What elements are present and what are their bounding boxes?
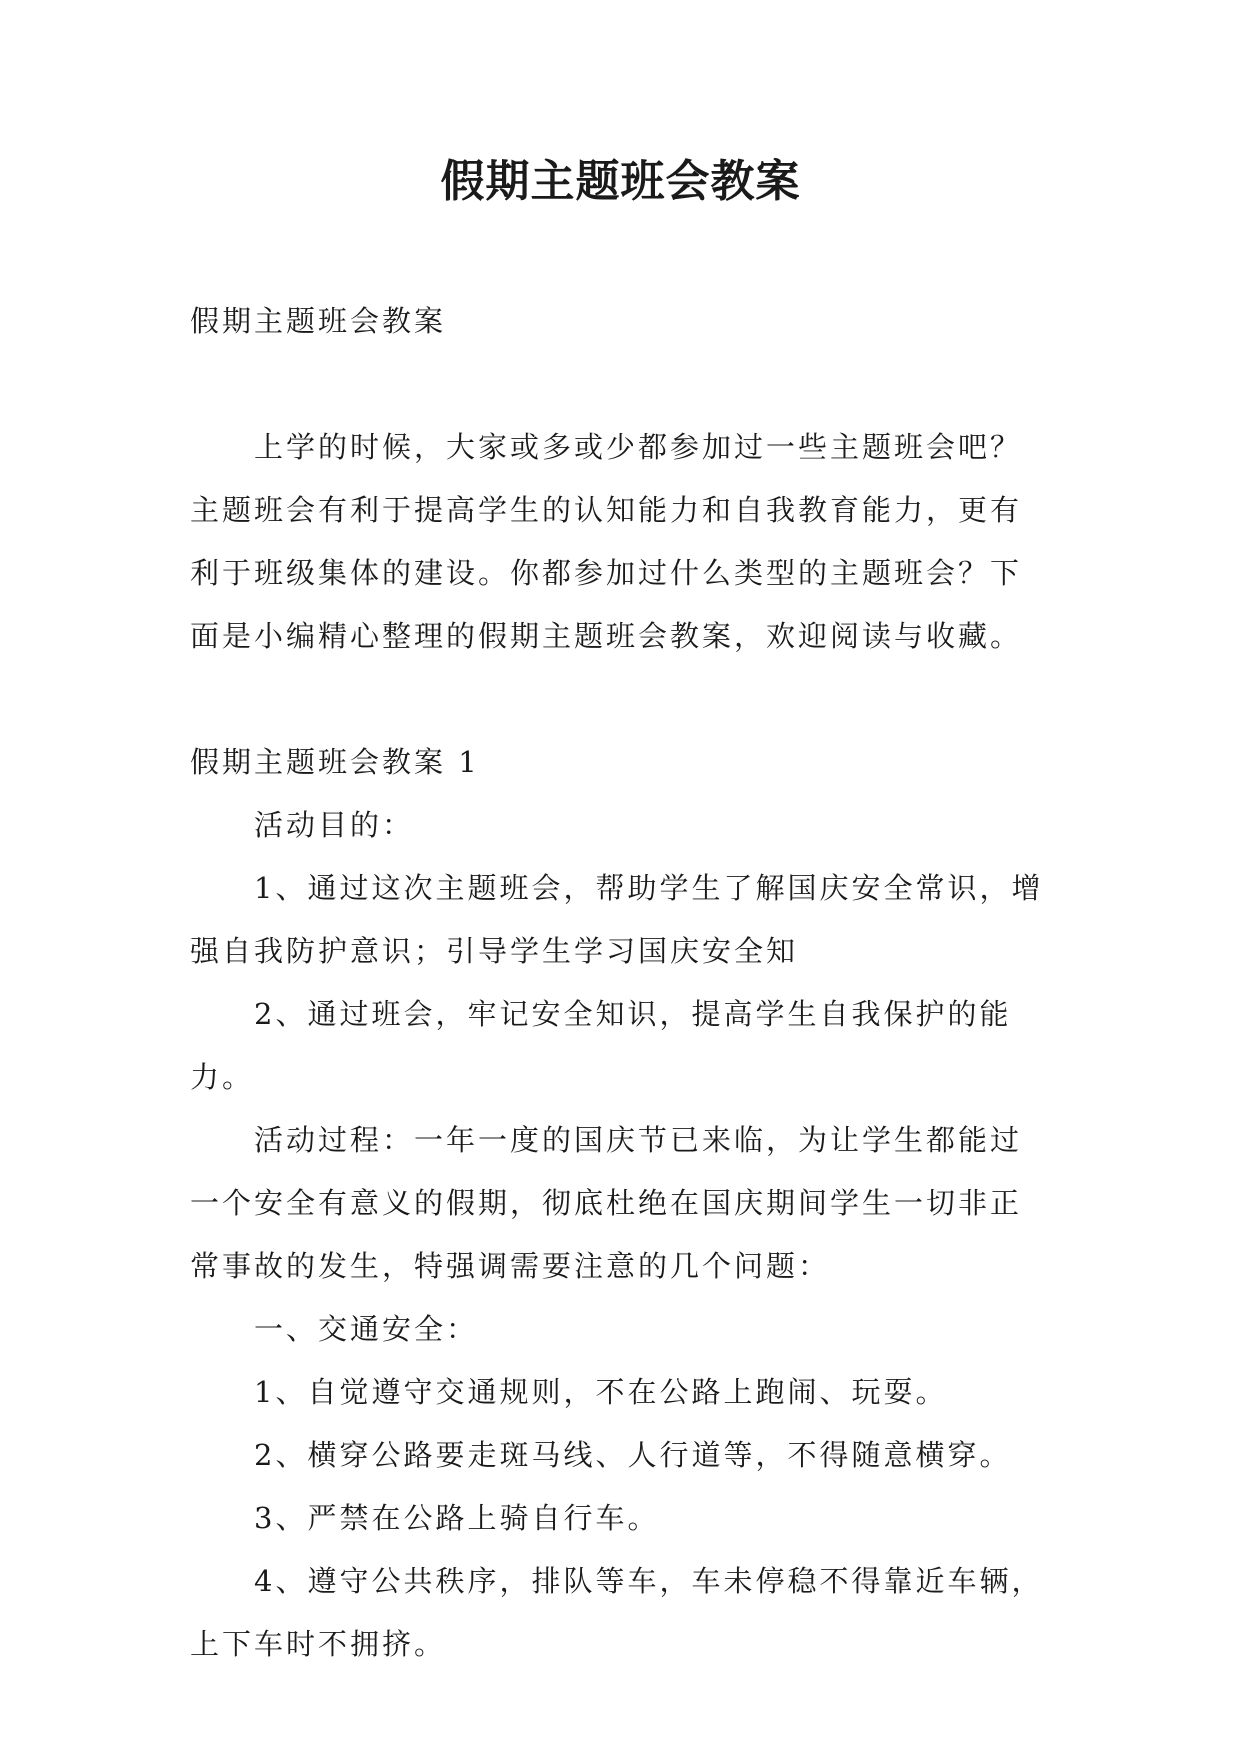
- paragraph-traffic-safety-heading: 一、交通安全：: [254, 1312, 479, 1346]
- paragraph-purpose-2: 2、通过班会，牢记安全知识，提高学生自我保护的能力。: [190, 997, 1012, 1094]
- document-body: [190, 290, 1050, 1676]
- section-heading: 假期主题班会教案 1: [190, 745, 480, 779]
- paragraph-activity-process: 活动过程：一年一度的国庆节已来临，为让学生都能过一个安全有意义的假期，彻底杜绝在国庆期间学生一切非正常事故的发生，特强调需要注意的几个问题：: [190, 1123, 1023, 1283]
- intro-paragraph: 上学的时候，大家或多或少都参加过一些主题班会吧？主题班会有利于提高学生的认知能力和自我教育能力，更有利于班级集体的建设。你都参加过什么类型的主题班会？下面是小编精心整理的假期主题班会教案，欢迎阅读与收藏。: [190, 430, 1023, 653]
- paragraph-traffic-rule-1: 1、自觉遵守交通规则，不在公路上跑闹、玩耍。: [254, 1375, 948, 1409]
- document-title: 假期主题班会教案: [440, 156, 801, 207]
- paragraph-traffic-rule-2: 2、横穿公路要走斑马线、人行道等，不得随意横穿。: [254, 1438, 1012, 1472]
- paragraph-traffic-rule-4: 4、遵守公共秩序，排队等车，车未停稳不得靠近车辆，上下车时不拥挤。: [190, 1564, 1044, 1661]
- document-subtitle: 假期主题班会教案: [190, 304, 447, 338]
- paragraph-activity-purpose: 活动目的：: [254, 808, 415, 842]
- paragraph-traffic-rule-3: 3、严禁在公路上骑自行车。: [254, 1501, 660, 1535]
- paragraph-purpose-1: 1、通过这次主题班会，帮助学生了解国庆安全常识，增强自我防护意识；引导学生学习国庆安全知: [190, 871, 1044, 968]
